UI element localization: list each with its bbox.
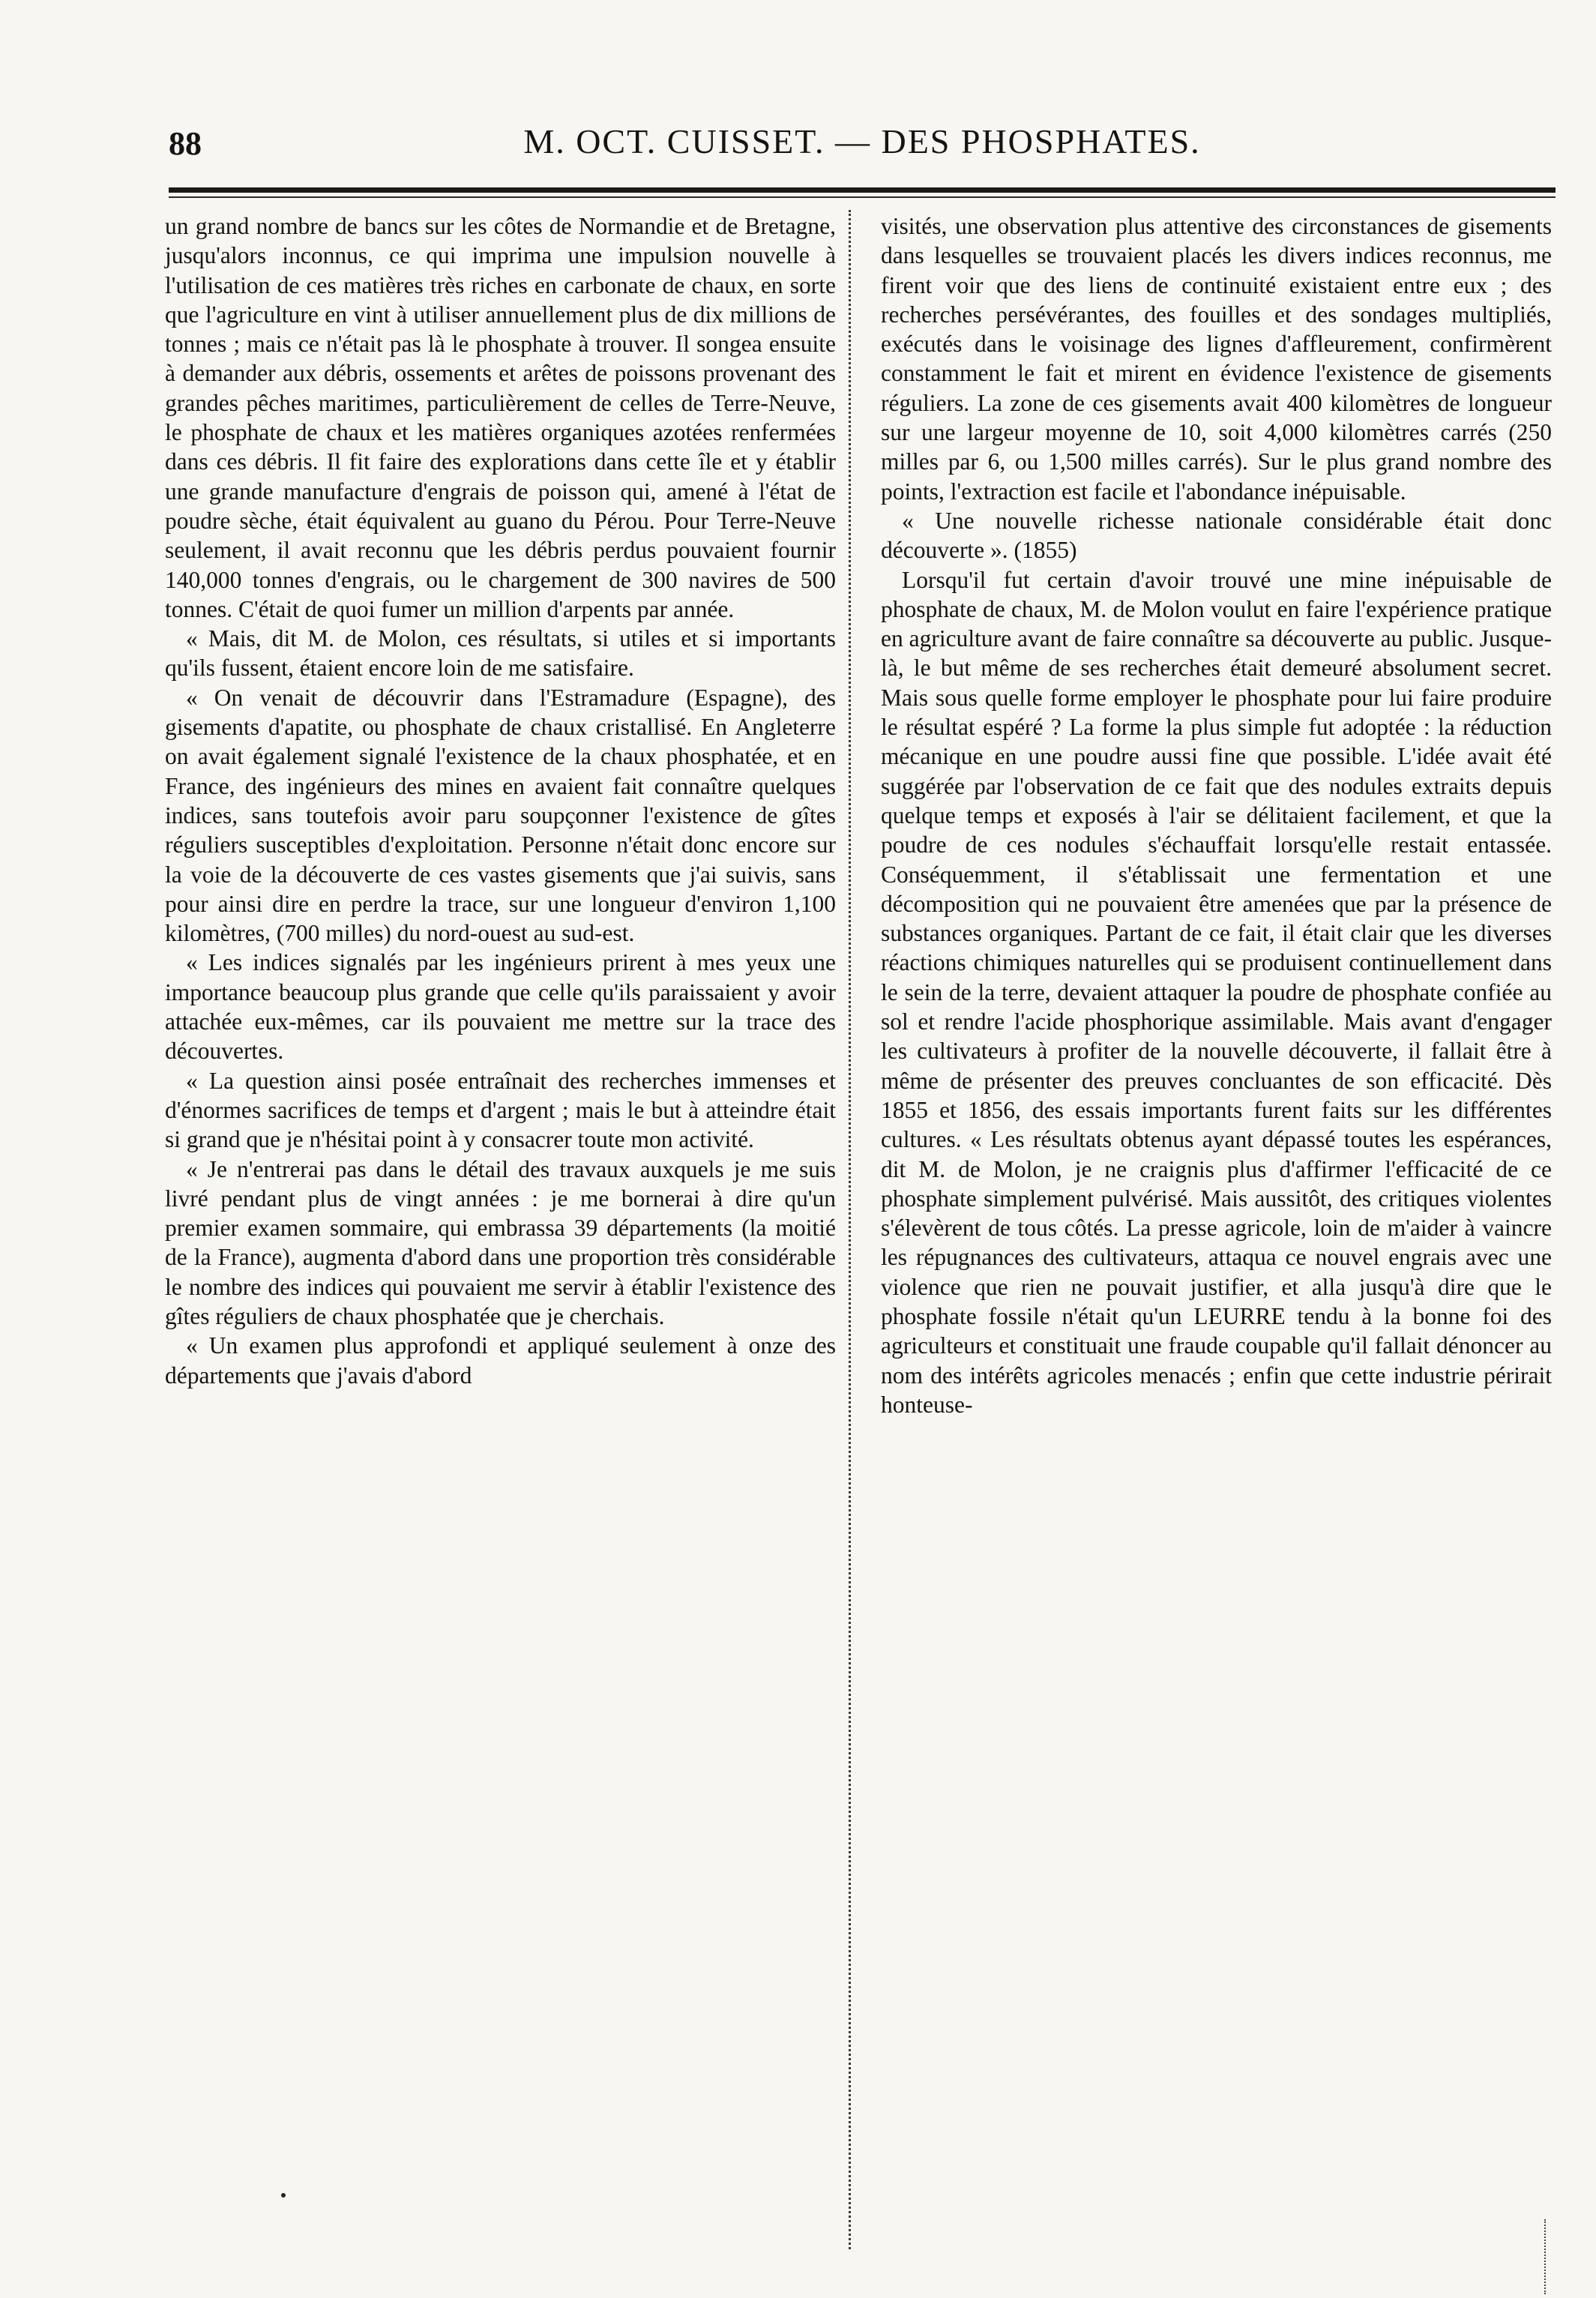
paragraph: « Un examen plus approfondi et appliqué seulement à onze des départements que j'avais d'abord (165, 1332, 836, 1389)
column-divider (849, 210, 851, 2249)
print-speck (281, 2193, 286, 2198)
paragraph: Lorsqu'il fut certain d'avoir trouvé une mine inépuisable de phosphate de chaux, M. de Molon voulut en faire l'expérience pratique en agriculture avant de faire connaître sa découverte au public. Jusque-là, le but même de ses recherches était demeuré absolument secret. Mais sous quelle forme employer le phosphate pour lui faire produire le résultat espéré ? La forme la plus simple fut adoptée : la réduction mécanique en une poudre aussi fine que possible. L'idée avait été suggérée par l'observation de ce fait que des nodules extraits depuis quelque temps et exposés à l'air se délitaient facilement, et que la poudre de ces nodules s'échauffait lorsqu'elle restait entassée. Conséquemment, il s'établissait une fermentation et une décomposition qui ne pouvaient être amenées que par la présence de substances organiques. Partant de ce fait, il était clair que les diverses réactions chimiques naturelles qui se produisent continuellement dans le sein de la terre, devaient attaquer la poudre de phosphate confiée au sol et rendre l'acide phosphorique assimilable. Mais avant d'engager les cultivateurs à profiter de la nouvelle découverte, il fallait être à même de présenter des preuves concluantes de son efficacité. Dès 1855 et 1856, des essais importants furent faits sur les différentes cultures. « Les résultats obtenus ayant dépassé toutes les espérances, dit M. de Molon, je ne craignis plus d'affirmer l'efficacité de ce phosphate simplement pulvérisé. Mais aussitôt, des critiques violentes s'élevèrent de tous côtés. La presse agricole, loin de m'aider à vaincre les répugnances des cultivateurs, attaqua ce nouvel engrais avec une violence que rien ne pouvait justifier, et alla jusqu'à dire que le phosphate fossile n'était qu'un LEURRE tendu à la bonne foi des agriculteurs et constituait une fraude coupable qu'il fallait dénoncer au nom des intérêts agricoles menacés ; enfin que cette industrie périrait honteuse- (881, 566, 1552, 1418)
paragraph: « La question ainsi posée entraînait des recherches immenses et d'énormes sacrifices de temps et d'argent ; mais le but à atteindre était si grand que je n'hésitai point à y consacrer toute mon activité. (165, 1067, 836, 1153)
page-header (169, 111, 1556, 171)
paragraph: « Une nouvelle richesse nationale considérable était donc découverte ». (1855) (881, 507, 1552, 564)
header-rule (169, 187, 1556, 193)
paragraph: visités, une observation plus attentive des circonstances de gisements dans lesquelles se trouvaient placés les divers indices reconnus, me firent voir que des liens de continuité existaient entre eux ; des recherches persévérantes, des fouilles et des sondages multipliés, exécutés dans le voisinage des lignes d'affleurement, confirmèrent constamment le fait et mirent en évidence l'existence de gisements réguliers. La zone de ces gisements avait 400 kilomètres de longueur sur une largeur moyenne de 10, soit 4,000 kilomètres carrés (250 milles par 6, ou 1,500 milles carrés). Sur le plus grand nombre des points, l'extraction est facile et l'abondance inépuisable. (881, 213, 1552, 505)
left-column (165, 211, 836, 1390)
paragraph: « Je n'entrerai pas dans le détail des travaux auxquels je me suis livré pendant plus de vingt années : je me bornerai à dire qu'un premier examen sommaire, qui embrassa 39 départements (la moitié de la France), augmenta d'abord dans une proportion très considérable le nombre des indices qui pouvaient me servir à établir l'existence des gîtes réguliers de chaux phosphatée que je cherchais. (165, 1155, 836, 1329)
paragraph: « On venait de découvrir dans l'Estramadure (Espagne), des gisements d'apatite, ou phosphate de chaux cristallisé. En Angleterre on avait également signalé l'existence de la chaux phosphatée, et en France, des ingénieurs des mines en avaient fait connaître quelques indices, sans toutefois avoir paru soupçonner l'existence de gîtes réguliers susceptibles d'exploitation. Personne n'était donc encore sur la voie de la découverte de ces vastes gisements que j'ai suivis, sans pour ainsi dire en perdre la trace, sur une longueur d'environ 1,100 kilomètres, (700 milles) du nord-ouest au sud-est. (165, 684, 836, 947)
paragraph: « Mais, dit M. de Molon, ces résultats, si utiles et si importants qu'ils fussent, étaient encore loin de me satisfaire. (165, 625, 836, 682)
header-rule-thin (169, 196, 1556, 198)
right-column (881, 211, 1552, 1419)
running-head: M. OCT. CUISSET. — DES PHOSPHATES. (523, 122, 1201, 160)
paragraph: « Les indices signalés par les ingénieurs prirent à mes yeux une importance beaucoup plus grande que celle qu'ils paraissaient y avoir attachée eux-mêmes, car ils pouvaient me mettre sur la trace des découvertes. (165, 949, 836, 1065)
paragraph: un grand nombre de bancs sur les côtes de Normandie et de Bretagne, jusqu'alors inconnus, ce qui imprima une impulsion nouvelle à l'utilisation de ces matières très riches en carbonate de chaux, en sorte que l'agriculture en vint à utiliser annuellement plus de dix millions de tonnes ; mais ce n'était pas là le phosphate à trouver. Il songea ensuite à demander aux débris, ossements et arêtes de poissons provenant des grandes pêches maritimes, particulièrement de celles de Terre-Neuve, le phosphate de chaux et les matières organiques azotées renfermées dans ces débris. Il fit faire des explorations dans cette île et y établir une grande manufacture d'engrais de poisson qui, amené à l'état de poudre sèche, était équivalent au guano du Pérou. Pour Terre-Neuve seulement, il avait reconnu que les débris perdus pouvaient fournir 140,000 tonnes d'engrais, ou le chargement de 300 navires de 500 tonnes. C'était de quoi fumer un million d'arpents par année. (165, 213, 836, 622)
margin-mark (1544, 2219, 1546, 2294)
page-number: 88 (169, 125, 202, 162)
